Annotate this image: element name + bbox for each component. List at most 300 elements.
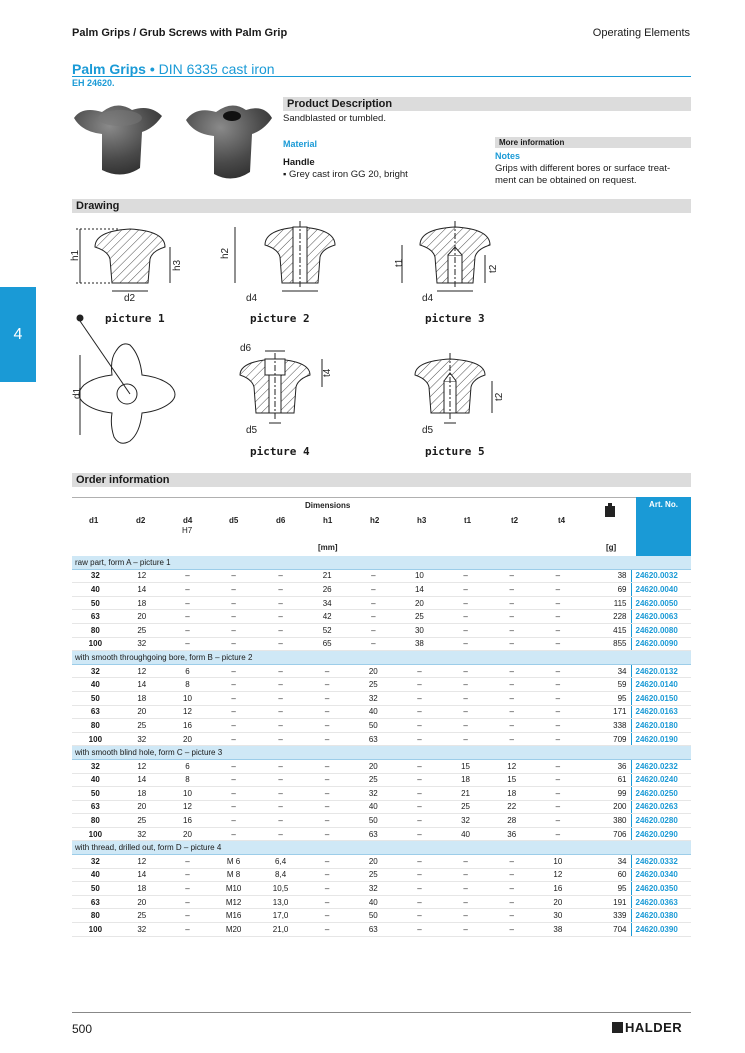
dim-cell-d2: 20 bbox=[119, 705, 165, 719]
drawing-picture-2 bbox=[235, 221, 335, 291]
art-no-cell[interactable]: 24620.0040 bbox=[631, 583, 691, 597]
dim-cell-d4: – bbox=[165, 895, 210, 909]
art-no-cell[interactable]: 24620.0150 bbox=[631, 691, 691, 705]
dim-cell-t1: 15 bbox=[443, 759, 489, 773]
order-info-heading: Order information bbox=[72, 473, 691, 487]
dim-cell-h2: 50 bbox=[350, 719, 396, 733]
art-no-cell[interactable]: 24620.0032 bbox=[631, 569, 691, 583]
column-header-d6: d6 bbox=[276, 516, 286, 525]
art-no-cell[interactable]: 24620.0340 bbox=[631, 868, 691, 882]
dim-cell-d4: – bbox=[165, 868, 210, 882]
dim-cell-d6: – bbox=[257, 827, 304, 841]
dim-cell-d5: – bbox=[210, 610, 257, 624]
weight-cell: 115 bbox=[581, 596, 631, 610]
dim-cell-d1: 50 bbox=[72, 882, 119, 896]
dim-cell-h1: – bbox=[304, 800, 350, 814]
weight-cell: 709 bbox=[581, 732, 631, 746]
dim-cell-h1: – bbox=[304, 773, 350, 787]
product-code: EH 24620. bbox=[72, 78, 115, 88]
table-row bbox=[72, 623, 691, 637]
dim-cell-d4: – bbox=[165, 610, 210, 624]
table-row bbox=[72, 882, 691, 896]
product-description-heading: Product Description bbox=[283, 97, 691, 111]
dim-cell-d5: – bbox=[210, 664, 257, 678]
group-label: with smooth throughgoing bore, form B – picture 2 bbox=[72, 651, 691, 665]
dim-cell-d5: M16 bbox=[210, 909, 257, 923]
table-row bbox=[72, 827, 691, 841]
art-no-cell[interactable]: 24620.0163 bbox=[631, 705, 691, 719]
dim-cell-d2: 12 bbox=[119, 664, 165, 678]
dim-cell-h3: – bbox=[396, 827, 442, 841]
logo-text: HALDER bbox=[625, 1020, 683, 1035]
table-row bbox=[72, 855, 691, 869]
dim-cell-t2: 22 bbox=[489, 800, 535, 814]
dim-cell-d4: 20 bbox=[165, 827, 210, 841]
dim-cell-h2: – bbox=[350, 637, 396, 651]
dim-cell-t2: – bbox=[489, 882, 535, 896]
dim-cell-d2: 25 bbox=[119, 909, 165, 923]
dim-cell-t4: – bbox=[535, 773, 581, 787]
logo-mark-icon bbox=[612, 1022, 623, 1033]
dim-cell-t4: – bbox=[535, 705, 581, 719]
dim-cell-t1: – bbox=[443, 664, 489, 678]
dim-cell-h1: – bbox=[304, 719, 350, 733]
weight-cell: 228 bbox=[581, 610, 631, 624]
title-rule bbox=[72, 76, 691, 77]
art-no-cell[interactable]: 24620.0332 bbox=[631, 855, 691, 869]
table-row bbox=[72, 583, 691, 597]
dim-cell-t2: – bbox=[489, 895, 535, 909]
dim-cell-h1: – bbox=[304, 814, 350, 828]
dim-cell-d2: 20 bbox=[119, 800, 165, 814]
notes-line-1: Grips with different bores or surface treat- bbox=[495, 163, 671, 174]
weight-cell: 36 bbox=[581, 759, 631, 773]
label-d5b: d5 bbox=[422, 425, 434, 436]
dim-cell-d1: 63 bbox=[72, 610, 119, 624]
table-row bbox=[72, 773, 691, 787]
table-row bbox=[72, 814, 691, 828]
table-row bbox=[72, 923, 691, 937]
dim-cell-t4: 20 bbox=[535, 895, 581, 909]
group-row bbox=[72, 841, 691, 855]
art-no-cell[interactable]: 24620.0132 bbox=[631, 664, 691, 678]
art-no-cell[interactable]: 24620.0363 bbox=[631, 895, 691, 909]
dim-cell-h1: – bbox=[304, 868, 350, 882]
dim-cell-d6: – bbox=[257, 732, 304, 746]
dim-cell-d2: 12 bbox=[119, 569, 165, 583]
dim-cell-t1: – bbox=[443, 882, 489, 896]
dim-cell-d5: M12 bbox=[210, 895, 257, 909]
dim-cell-d1: 32 bbox=[72, 569, 119, 583]
group-label: with smooth blind hole, form C – picture 3 bbox=[72, 746, 691, 760]
photo-grip-raw bbox=[74, 105, 162, 174]
weight-cell: 61 bbox=[581, 773, 631, 787]
dim-cell-d6: – bbox=[257, 814, 304, 828]
table-row bbox=[72, 719, 691, 733]
dim-cell-t2: – bbox=[489, 868, 535, 882]
label-h3: h3 bbox=[172, 259, 183, 271]
dim-cell-d5: M 8 bbox=[210, 868, 257, 882]
dim-cell-d1: 100 bbox=[72, 732, 119, 746]
dim-cell-d6: – bbox=[257, 637, 304, 651]
weight-cell: 855 bbox=[581, 637, 631, 651]
column-header-t2: t2 bbox=[511, 516, 519, 525]
photo-grip-bore bbox=[186, 105, 272, 178]
page-title bbox=[72, 61, 275, 77]
art-no-cell[interactable]: 24620.0250 bbox=[631, 787, 691, 801]
dim-cell-d6: – bbox=[257, 719, 304, 733]
dim-cell-d4: 10 bbox=[165, 787, 210, 801]
dim-cell-t1: – bbox=[443, 637, 489, 651]
dim-cell-h2: 20 bbox=[350, 759, 396, 773]
dim-cell-t1: – bbox=[443, 623, 489, 637]
dim-cell-h3: – bbox=[396, 732, 442, 746]
product-desc-text: Sandblasted or tumbled. bbox=[283, 113, 386, 124]
dim-cell-d1: 100 bbox=[72, 637, 119, 651]
dim-cell-d4: – bbox=[165, 923, 210, 937]
dim-cell-d4: – bbox=[165, 583, 210, 597]
dim-cell-t1: – bbox=[443, 868, 489, 882]
handle-item-text: Grey cast iron GG 20, bright bbox=[289, 169, 408, 180]
group-label: with thread, drilled out, form D – picture 4 bbox=[72, 841, 691, 855]
column-header-d1: d1 bbox=[89, 516, 99, 525]
dim-cell-d2: 32 bbox=[119, 732, 165, 746]
dim-cell-d1: 80 bbox=[72, 623, 119, 637]
table-row bbox=[72, 787, 691, 801]
art-no-cell[interactable]: 24620.0180 bbox=[631, 719, 691, 733]
table-row bbox=[72, 596, 691, 610]
table-row bbox=[72, 800, 691, 814]
dim-cell-d6: – bbox=[257, 583, 304, 597]
dim-cell-h3: – bbox=[396, 923, 442, 937]
handle-label: Handle bbox=[283, 157, 315, 168]
table-row bbox=[72, 732, 691, 746]
dim-cell-h2: 63 bbox=[350, 827, 396, 841]
dim-cell-d6: – bbox=[257, 705, 304, 719]
dim-cell-d2: 32 bbox=[119, 637, 165, 651]
weight-cell: 338 bbox=[581, 719, 631, 733]
column-header-d4: d4 bbox=[183, 516, 193, 525]
art-no-cell[interactable]: 24620.0090 bbox=[631, 637, 691, 651]
header-title: Palm Grips / Grub Screws with Palm Grip bbox=[72, 27, 288, 39]
table-row bbox=[72, 610, 691, 624]
dim-cell-h2: 25 bbox=[350, 773, 396, 787]
dim-cell-d2: 20 bbox=[119, 610, 165, 624]
picture-2-label: picture 2 bbox=[250, 312, 310, 325]
dimensions-header: Dimensions bbox=[305, 501, 351, 510]
dim-cell-t1: 25 bbox=[443, 800, 489, 814]
table-row bbox=[72, 691, 691, 705]
picture-1-label: picture 1 bbox=[105, 312, 165, 325]
handle-item bbox=[283, 169, 408, 181]
dim-cell-t4: – bbox=[535, 814, 581, 828]
group-label: raw part, form A – picture 1 bbox=[72, 556, 691, 569]
dim-cell-t4: – bbox=[535, 691, 581, 705]
label-d5a: d5 bbox=[246, 425, 258, 436]
bullet-square-icon: ▪ bbox=[283, 169, 290, 180]
dim-cell-t2: – bbox=[489, 705, 535, 719]
dim-cell-t4: – bbox=[535, 596, 581, 610]
dim-cell-d1: 40 bbox=[72, 678, 119, 692]
drawing-picture-4 bbox=[240, 351, 322, 423]
dim-cell-t1: – bbox=[443, 895, 489, 909]
label-h1a: h1 bbox=[70, 249, 81, 261]
table-row bbox=[72, 895, 691, 909]
dim-cell-h2: – bbox=[350, 583, 396, 597]
dim-cell-d4: 16 bbox=[165, 814, 210, 828]
product-photos bbox=[72, 98, 272, 188]
art-no-cell[interactable]: 24620.0280 bbox=[631, 814, 691, 828]
dim-cell-d1: 40 bbox=[72, 868, 119, 882]
art-no-cell[interactable]: 24620.0232 bbox=[631, 759, 691, 773]
label-d4a: d4 bbox=[246, 293, 258, 304]
dim-cell-t4: – bbox=[535, 623, 581, 637]
dim-cell-d1: 32 bbox=[72, 855, 119, 869]
header-spacer-row bbox=[72, 497, 691, 556]
dim-cell-h2: 25 bbox=[350, 868, 396, 882]
group-row bbox=[72, 746, 691, 760]
dim-cell-t2: – bbox=[489, 909, 535, 923]
halder-logo bbox=[612, 1020, 682, 1035]
dim-cell-t1: 18 bbox=[443, 773, 489, 787]
label-t2b: t2 bbox=[494, 392, 505, 401]
dim-cell-d1: 100 bbox=[72, 827, 119, 841]
dim-cell-d5: M10 bbox=[210, 882, 257, 896]
dim-cell-h2: 40 bbox=[350, 705, 396, 719]
dim-cell-d1: 63 bbox=[72, 895, 119, 909]
dim-cell-d4: – bbox=[165, 623, 210, 637]
weight-cell: 171 bbox=[581, 705, 631, 719]
more-info-heading: More information bbox=[495, 137, 691, 148]
dim-cell-d6: – bbox=[257, 664, 304, 678]
dim-cell-t2: – bbox=[489, 855, 535, 869]
header-spacer bbox=[72, 497, 691, 556]
art-no-cell[interactable]: 24620.0190 bbox=[631, 732, 691, 746]
dim-cell-h1: – bbox=[304, 923, 350, 937]
dim-cell-h2: 25 bbox=[350, 678, 396, 692]
dim-cell-h2: – bbox=[350, 623, 396, 637]
dim-cell-d5: – bbox=[210, 623, 257, 637]
dim-cell-h1: – bbox=[304, 664, 350, 678]
dim-cell-t2: 36 bbox=[489, 827, 535, 841]
weight-cell: 60 bbox=[581, 868, 631, 882]
dim-cell-d6: – bbox=[257, 678, 304, 692]
dim-cell-t1: – bbox=[443, 691, 489, 705]
art-no-cell[interactable]: 24620.0080 bbox=[631, 623, 691, 637]
dim-cell-t4: – bbox=[535, 759, 581, 773]
dim-cell-d6: 6,4 bbox=[257, 855, 304, 869]
dim-cell-t4: – bbox=[535, 637, 581, 651]
chapter-tab[interactable]: 4 bbox=[0, 287, 36, 382]
dim-cell-h1: – bbox=[304, 759, 350, 773]
artno-header: Art. No. bbox=[649, 500, 678, 509]
weight-cell: 95 bbox=[581, 882, 631, 896]
label-d4b: d4 bbox=[422, 293, 434, 304]
dim-cell-d2: 14 bbox=[119, 678, 165, 692]
dim-cell-t2: – bbox=[489, 923, 535, 937]
dim-cell-t2: – bbox=[489, 719, 535, 733]
dim-cell-d5: M 6 bbox=[210, 855, 257, 869]
dim-cell-d2: 32 bbox=[119, 923, 165, 937]
dim-cell-h2: – bbox=[350, 569, 396, 583]
dim-cell-h1: – bbox=[304, 895, 350, 909]
dim-cell-d1: 80 bbox=[72, 909, 119, 923]
art-no-cell[interactable]: 24620.0063 bbox=[631, 610, 691, 624]
group-row bbox=[72, 556, 691, 569]
title-bullet: • bbox=[149, 61, 155, 77]
dim-cell-t4: – bbox=[535, 610, 581, 624]
art-no-cell[interactable]: 24620.0050 bbox=[631, 596, 691, 610]
dim-cell-d6: – bbox=[257, 610, 304, 624]
page-number: 500 bbox=[72, 1022, 93, 1036]
table-row bbox=[72, 909, 691, 923]
dim-cell-d6: 17,0 bbox=[257, 909, 304, 923]
column-header-t4: t4 bbox=[558, 516, 566, 525]
dim-cell-h2: 40 bbox=[350, 895, 396, 909]
dim-cell-d4: 12 bbox=[165, 800, 210, 814]
art-no-cell[interactable]: 24620.0263 bbox=[631, 800, 691, 814]
dim-cell-h3: – bbox=[396, 909, 442, 923]
dim-cell-d1: 80 bbox=[72, 814, 119, 828]
footer-rule bbox=[72, 1012, 691, 1013]
drawing-heading: Drawing bbox=[72, 199, 691, 213]
weight-cell: 69 bbox=[581, 583, 631, 597]
dim-cell-d2: 18 bbox=[119, 596, 165, 610]
table-row bbox=[72, 569, 691, 583]
dim-cell-d4: – bbox=[165, 569, 210, 583]
dim-cell-d1: 32 bbox=[72, 759, 119, 773]
dim-cell-d5: – bbox=[210, 719, 257, 733]
dim-cell-d6: 13,0 bbox=[257, 895, 304, 909]
dim-cell-t2: – bbox=[489, 610, 535, 624]
dim-cell-t4: 10 bbox=[535, 855, 581, 869]
dim-cell-d5: – bbox=[210, 569, 257, 583]
weight-cell: 380 bbox=[581, 814, 631, 828]
dim-cell-t1: 40 bbox=[443, 827, 489, 841]
picture-3-label: picture 3 bbox=[425, 312, 485, 325]
dim-cell-d5: M20 bbox=[210, 923, 257, 937]
table-row bbox=[72, 678, 691, 692]
dim-cell-t1: – bbox=[443, 610, 489, 624]
dim-cell-h3: – bbox=[396, 719, 442, 733]
dim-cell-t1: 32 bbox=[443, 814, 489, 828]
dim-cell-d2: 25 bbox=[119, 814, 165, 828]
dim-cell-h3: 10 bbox=[396, 569, 442, 583]
dim-cell-t2: – bbox=[489, 691, 535, 705]
dim-cell-d6: – bbox=[257, 773, 304, 787]
dim-cell-t1: – bbox=[443, 923, 489, 937]
dim-cell-d1: 50 bbox=[72, 691, 119, 705]
dim-cell-d4: 10 bbox=[165, 691, 210, 705]
dim-cell-t1: – bbox=[443, 569, 489, 583]
art-no-cell[interactable]: 24620.0390 bbox=[631, 923, 691, 937]
technical-drawing bbox=[60, 215, 505, 465]
dim-cell-d1: 100 bbox=[72, 923, 119, 937]
weight-cell: 706 bbox=[581, 827, 631, 841]
picture-4-label: picture 4 bbox=[250, 445, 310, 458]
weight-cell: 34 bbox=[581, 664, 631, 678]
dim-cell-t2: 18 bbox=[489, 787, 535, 801]
dim-cell-t1: 21 bbox=[443, 787, 489, 801]
dim-cell-h2: 32 bbox=[350, 787, 396, 801]
art-no-cell[interactable]: 24620.0350 bbox=[631, 882, 691, 896]
dim-cell-d2: 14 bbox=[119, 868, 165, 882]
dim-cell-d5: – bbox=[210, 637, 257, 651]
dim-cell-h1: – bbox=[304, 855, 350, 869]
dim-cell-t2: – bbox=[489, 583, 535, 597]
dim-cell-h3: – bbox=[396, 691, 442, 705]
label-d1: d1 bbox=[72, 387, 83, 399]
weight-cell: 34 bbox=[581, 855, 631, 869]
dim-cell-h3: – bbox=[396, 773, 442, 787]
notes-line-2: ment can be obtained on request. bbox=[495, 175, 637, 186]
material-heading: Material bbox=[283, 139, 318, 149]
dim-cell-d2: 18 bbox=[119, 882, 165, 896]
dim-cell-d5: – bbox=[210, 773, 257, 787]
dim-cell-t2: – bbox=[489, 596, 535, 610]
weight-cell: 59 bbox=[581, 678, 631, 692]
picture-5-label: picture 5 bbox=[425, 445, 485, 458]
art-no-cell[interactable]: 24620.0140 bbox=[631, 678, 691, 692]
dim-cell-h3: – bbox=[396, 664, 442, 678]
dim-cell-d4: 8 bbox=[165, 678, 210, 692]
dim-cell-d2: 25 bbox=[119, 623, 165, 637]
dim-cell-h3: – bbox=[396, 678, 442, 692]
dim-cell-d1: 50 bbox=[72, 596, 119, 610]
label-d2: d2 bbox=[124, 293, 136, 304]
art-no-cell[interactable]: 24620.0240 bbox=[631, 773, 691, 787]
table-row bbox=[72, 637, 691, 651]
table-row bbox=[72, 705, 691, 719]
dim-cell-d2: 14 bbox=[119, 583, 165, 597]
dim-cell-t4: – bbox=[535, 583, 581, 597]
dim-cell-t2: – bbox=[489, 569, 535, 583]
dim-cell-d2: 18 bbox=[119, 787, 165, 801]
art-no-cell[interactable]: 24620.0380 bbox=[631, 909, 691, 923]
dim-cell-d1: 80 bbox=[72, 719, 119, 733]
dim-cell-d1: 63 bbox=[72, 705, 119, 719]
dim-cell-d6: – bbox=[257, 800, 304, 814]
dim-cell-d5: – bbox=[210, 596, 257, 610]
dim-cell-d6: – bbox=[257, 569, 304, 583]
dim-cell-d5: – bbox=[210, 800, 257, 814]
dim-cell-h1: 21 bbox=[304, 569, 350, 583]
dim-cell-h1: 26 bbox=[304, 583, 350, 597]
dim-cell-d4: – bbox=[165, 882, 210, 896]
label-d6: d6 bbox=[240, 343, 252, 354]
dim-cell-d1: 40 bbox=[72, 583, 119, 597]
label-t1: t1 bbox=[394, 258, 405, 267]
dim-cell-h2: – bbox=[350, 610, 396, 624]
dim-cell-d5: – bbox=[210, 678, 257, 692]
art-no-cell[interactable]: 24620.0290 bbox=[631, 827, 691, 841]
dim-cell-t1: – bbox=[443, 909, 489, 923]
dim-cell-t2: – bbox=[489, 623, 535, 637]
dim-cell-t2: 28 bbox=[489, 814, 535, 828]
dim-cell-h2: 63 bbox=[350, 923, 396, 937]
dim-cell-d5: – bbox=[210, 787, 257, 801]
notes-heading: Notes bbox=[495, 151, 521, 161]
weight-cell: 99 bbox=[581, 787, 631, 801]
dim-cell-t2: – bbox=[489, 637, 535, 651]
dim-cell-h2: 20 bbox=[350, 855, 396, 869]
dim-cell-d4: 8 bbox=[165, 773, 210, 787]
dim-cell-t1: – bbox=[443, 678, 489, 692]
dim-cell-d5: – bbox=[210, 705, 257, 719]
weight-cell: 191 bbox=[581, 895, 631, 909]
dim-cell-d5: – bbox=[210, 759, 257, 773]
dim-cell-h3: – bbox=[396, 705, 442, 719]
